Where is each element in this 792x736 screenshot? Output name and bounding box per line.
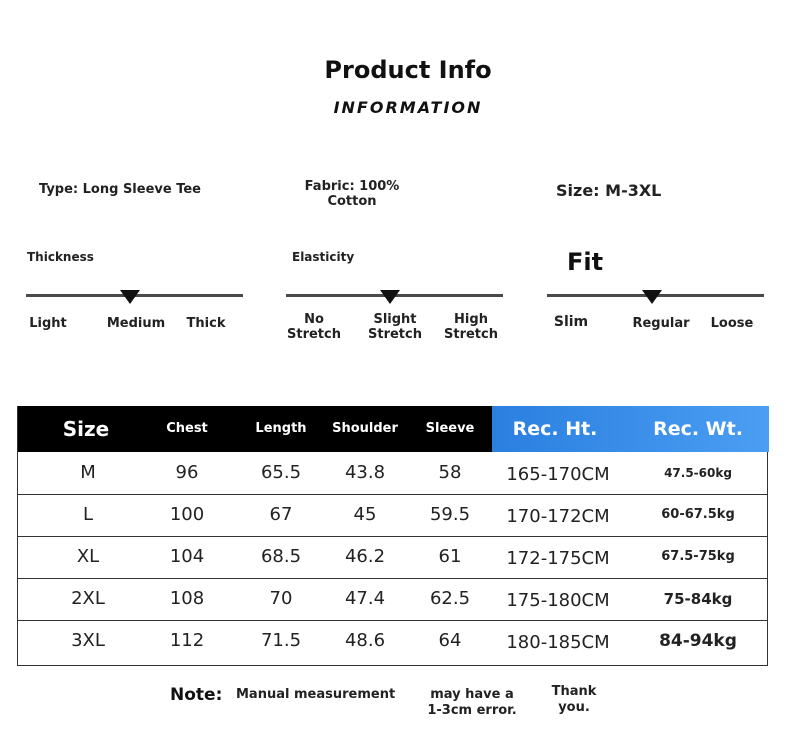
cell-chest: 100 — [169, 504, 205, 525]
elasticity-option-high-stretch — [440, 312, 502, 342]
elasticity-option-slight-line1: Slight — [373, 312, 417, 327]
cell-rec-ht: 172-175CM — [506, 548, 610, 569]
thickness-option-light: Light — [29, 316, 67, 331]
cell-size: 2XL — [71, 588, 105, 609]
fit-option-regular: Regular — [632, 316, 690, 331]
note-thank-line2: you. — [558, 700, 590, 715]
fit-option-loose: Loose — [710, 316, 754, 331]
fit-label: Fit — [567, 248, 604, 276]
header-length: Length — [255, 421, 307, 436]
header-rec-wt: Rec. Wt. — [653, 418, 743, 440]
note-thank-line1: Thank — [551, 684, 597, 699]
cell-sleeve: 59.5 — [429, 504, 471, 525]
cell-sleeve: 61 — [438, 546, 462, 567]
size-table — [17, 406, 768, 666]
elasticity-option-high-line1: High — [454, 312, 488, 327]
note-thank-you — [544, 684, 604, 716]
elasticity-option-no-stretch — [284, 312, 344, 342]
fabric-attribute — [296, 179, 408, 209]
cell-size: L — [82, 504, 94, 525]
cell-rec-wt: 84-94kg — [659, 631, 737, 651]
cell-rec-ht: 175-180CM — [506, 590, 610, 611]
elasticity-option-high-line2: Stretch — [444, 327, 498, 342]
elasticity-marker-icon — [380, 290, 400, 304]
cell-chest: 96 — [175, 462, 199, 483]
cell-shoulder: 47.4 — [344, 588, 386, 609]
thickness-option-thick: Thick — [186, 316, 226, 331]
type-attribute: Type: Long Sleeve Tee — [39, 182, 201, 197]
note-error-line1: may have a — [430, 687, 514, 702]
header-shoulder: Shoulder — [332, 421, 398, 436]
thickness-label: Thickness — [27, 250, 94, 264]
thickness-option-medium: Medium — [106, 316, 166, 331]
cell-sleeve: 58 — [438, 462, 462, 483]
cell-rec-wt: 47.5-60kg — [664, 466, 732, 480]
cell-length: 67 — [269, 504, 293, 525]
cell-rec-wt: 67.5-75kg — [661, 549, 735, 564]
cell-rec-ht: 170-172CM — [506, 506, 610, 527]
fabric-line-2: Cotton — [327, 194, 377, 209]
cell-chest: 104 — [169, 546, 205, 567]
elasticity-option-no-line1: No — [304, 312, 324, 327]
page-title: Product Info — [324, 56, 492, 84]
table-row — [18, 452, 767, 495]
note-manual-measurement: Manual measurement — [236, 687, 396, 702]
cell-size: XL — [76, 546, 100, 567]
elasticity-label: Elasticity — [292, 250, 355, 264]
cell-sleeve: 62.5 — [429, 588, 471, 609]
cell-rec-wt: 75-84kg — [663, 590, 733, 608]
note-error-line2: 1-3cm error. — [427, 703, 517, 718]
cell-rec-wt: 60-67.5kg — [661, 507, 735, 522]
note-error-range — [424, 687, 520, 719]
cell-shoulder: 45 — [353, 504, 377, 525]
size-attribute: Size: M-3XL — [556, 181, 662, 200]
page-subtitle: INFORMATION — [333, 98, 483, 117]
table-row — [18, 536, 767, 579]
cell-shoulder: 46.2 — [344, 546, 386, 567]
cell-length: 70 — [269, 588, 293, 609]
cell-length: 68.5 — [260, 546, 302, 567]
cell-size: M — [80, 462, 96, 483]
cell-rec-ht: 165-170CM — [506, 464, 610, 485]
cell-size: 3XL — [71, 630, 105, 651]
table-row — [18, 494, 767, 537]
elasticity-option-no-line2: Stretch — [287, 327, 341, 342]
elasticity-option-slight-line2: Stretch — [368, 327, 422, 342]
cell-shoulder: 43.8 — [344, 462, 386, 483]
header-chest: Chest — [166, 421, 208, 436]
cell-chest: 112 — [169, 630, 205, 651]
note-label: Note: — [170, 685, 223, 705]
thickness-marker-icon — [120, 290, 140, 304]
fit-marker-icon — [642, 290, 662, 304]
cell-shoulder: 48.6 — [344, 630, 386, 651]
table-row — [18, 578, 767, 621]
cell-chest: 108 — [169, 588, 205, 609]
elasticity-option-slight-stretch — [364, 312, 426, 342]
cell-length: 65.5 — [260, 462, 302, 483]
header-sleeve: Sleeve — [425, 421, 475, 436]
fabric-line-1: Fabric: 100% — [304, 179, 400, 194]
header-rec-ht: Rec. Ht. — [512, 418, 598, 440]
header-size: Size — [62, 417, 110, 441]
table-row — [18, 620, 767, 662]
cell-sleeve: 64 — [438, 630, 462, 651]
table-header — [18, 406, 769, 452]
cell-rec-ht: 180-185CM — [506, 632, 610, 653]
cell-length: 71.5 — [260, 630, 302, 651]
fit-option-slim: Slim — [553, 314, 589, 330]
